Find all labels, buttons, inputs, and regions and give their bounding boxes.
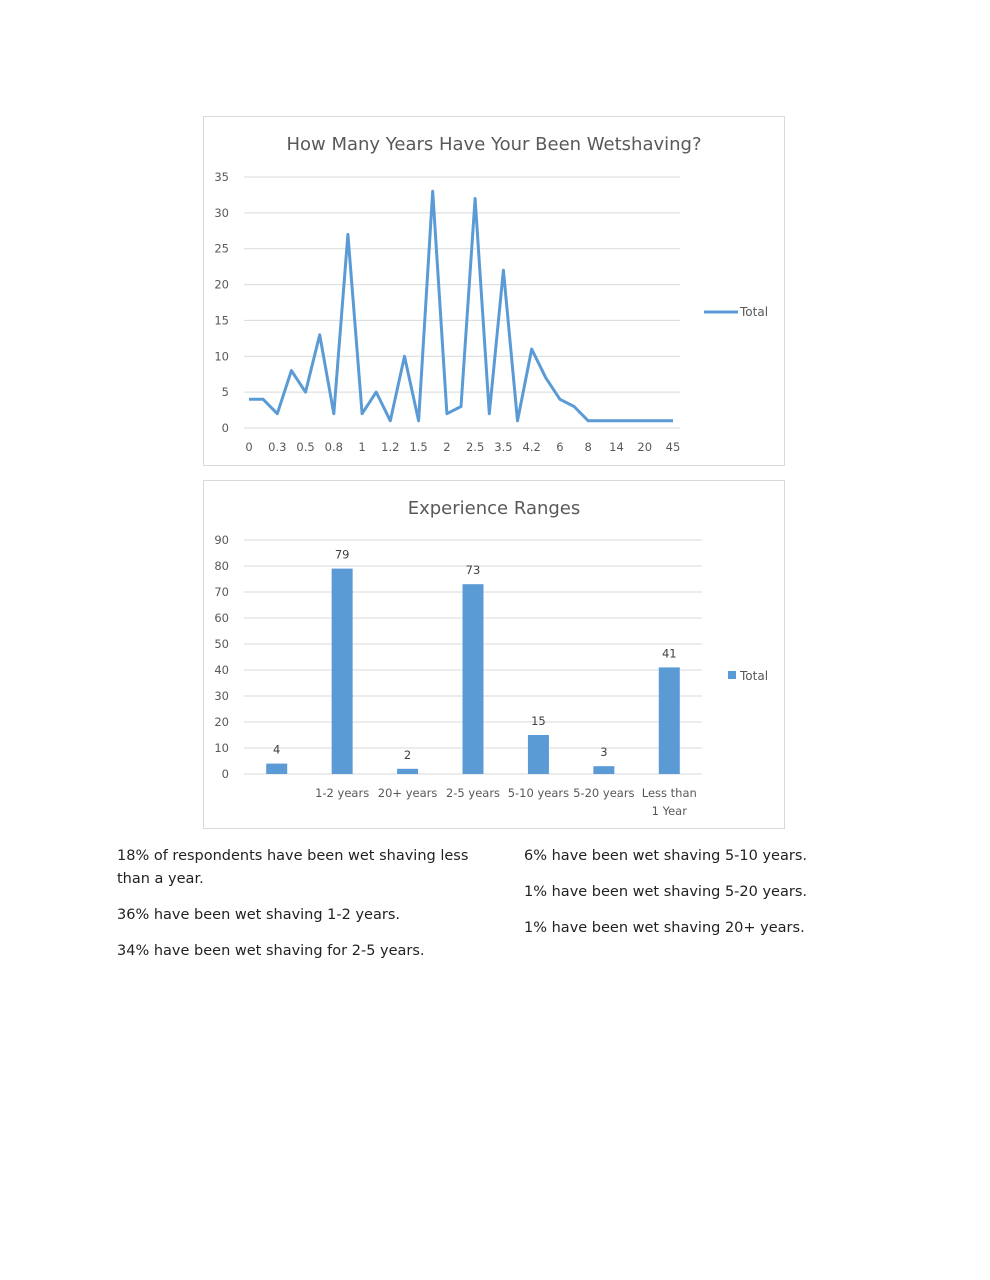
data-label: 41 xyxy=(661,646,677,661)
x-tick-label: 0.3 xyxy=(268,440,287,454)
y-tick-label: 30 xyxy=(214,689,229,703)
x-tick-label: 6 xyxy=(556,440,564,454)
summary-text: 6% have been wet shaving 5-10 years. xyxy=(524,848,807,864)
x-tick-label: 20 xyxy=(637,440,653,454)
summary-left-column xyxy=(117,845,487,976)
y-tick-label: 40 xyxy=(214,663,229,677)
bar xyxy=(332,569,353,774)
y-tick-label: 25 xyxy=(214,241,229,256)
bar xyxy=(593,766,614,774)
y-tick-label: 35 xyxy=(214,170,229,184)
legend-label: Total xyxy=(740,305,769,319)
x-tick-label: 1.2 xyxy=(381,440,400,454)
y-tick-label: 20 xyxy=(214,277,229,292)
y-tick-label: 60 xyxy=(214,611,229,625)
data-label: 3 xyxy=(600,745,608,760)
y-tick-label: 10 xyxy=(214,741,229,755)
y-tick-label: 90 xyxy=(214,533,229,547)
y-tick-label: 10 xyxy=(214,349,229,364)
bar xyxy=(397,769,418,774)
x-tick-label: 0 xyxy=(245,440,253,454)
x-tick-label: 0.5 xyxy=(296,440,315,454)
bar-chart-svg xyxy=(204,481,784,828)
line-chart-svg xyxy=(204,117,784,465)
y-tick-label: 15 xyxy=(214,313,229,328)
data-label: 79 xyxy=(334,547,350,562)
bar xyxy=(463,584,484,774)
chart-title: How Many Years Have Your Been Wetshaving? xyxy=(286,134,702,155)
x-tick-label: 2.5 xyxy=(465,440,485,454)
summary-text: 1% have been wet shaving 20+ years. xyxy=(524,920,805,936)
data-label: 73 xyxy=(465,563,481,578)
y-tick-label: 50 xyxy=(214,637,229,651)
chart-title: Experience Ranges xyxy=(407,498,581,519)
chart-years-wetshaving xyxy=(203,116,785,466)
y-tick-label: 80 xyxy=(214,559,229,573)
y-tick-label: 0 xyxy=(221,421,229,435)
summary-text: 18% of respondents have been wet shaving less than a year. xyxy=(117,848,469,887)
x-tick-label: 1-2 years xyxy=(315,786,370,800)
x-tick-label: 2 xyxy=(443,440,451,454)
summary-right-column xyxy=(524,845,864,953)
summary-text: 1% have been wet shaving 5-20 years. xyxy=(524,884,807,900)
x-tick-label: 45 xyxy=(665,440,681,454)
y-tick-label: 30 xyxy=(214,205,229,220)
x-tick-label: 3.5 xyxy=(494,440,513,454)
data-label: 15 xyxy=(531,714,546,728)
legend-label: Total xyxy=(740,669,769,683)
y-tick-label: 5 xyxy=(221,385,229,400)
bar xyxy=(528,735,549,774)
data-label: 4 xyxy=(273,742,281,757)
x-tick-label: 5-10 years xyxy=(507,786,570,800)
x-tick-label: 14 xyxy=(609,440,624,454)
y-tick-label: 70 xyxy=(214,585,229,599)
bar xyxy=(659,667,680,774)
x-tick-label: 1.5 xyxy=(409,440,428,454)
summary-text: 34% have been wet shaving for 2-5 years. xyxy=(117,943,425,959)
x-tick-label: Less than xyxy=(641,786,697,800)
summary-text: 36% have been wet shaving 1-2 years. xyxy=(117,907,400,923)
x-tick-label: 1 Year xyxy=(651,804,687,818)
x-tick-label: 2-5 years xyxy=(445,786,501,800)
y-tick-label: 20 xyxy=(214,715,229,729)
legend-swatch xyxy=(728,671,736,679)
x-tick-label: 4.2 xyxy=(522,440,541,454)
data-label: 2 xyxy=(403,747,412,762)
bar xyxy=(266,764,287,774)
series-line-total xyxy=(249,191,673,420)
x-tick-label: 20+ years xyxy=(377,786,438,800)
x-tick-label: 1 xyxy=(358,440,366,454)
y-tick-label: 0 xyxy=(221,767,229,781)
chart-experience-ranges xyxy=(203,480,785,829)
x-tick-label: 8 xyxy=(584,440,592,454)
x-tick-label: 5-20 years xyxy=(573,786,635,800)
x-tick-label: 0.8 xyxy=(324,440,343,454)
